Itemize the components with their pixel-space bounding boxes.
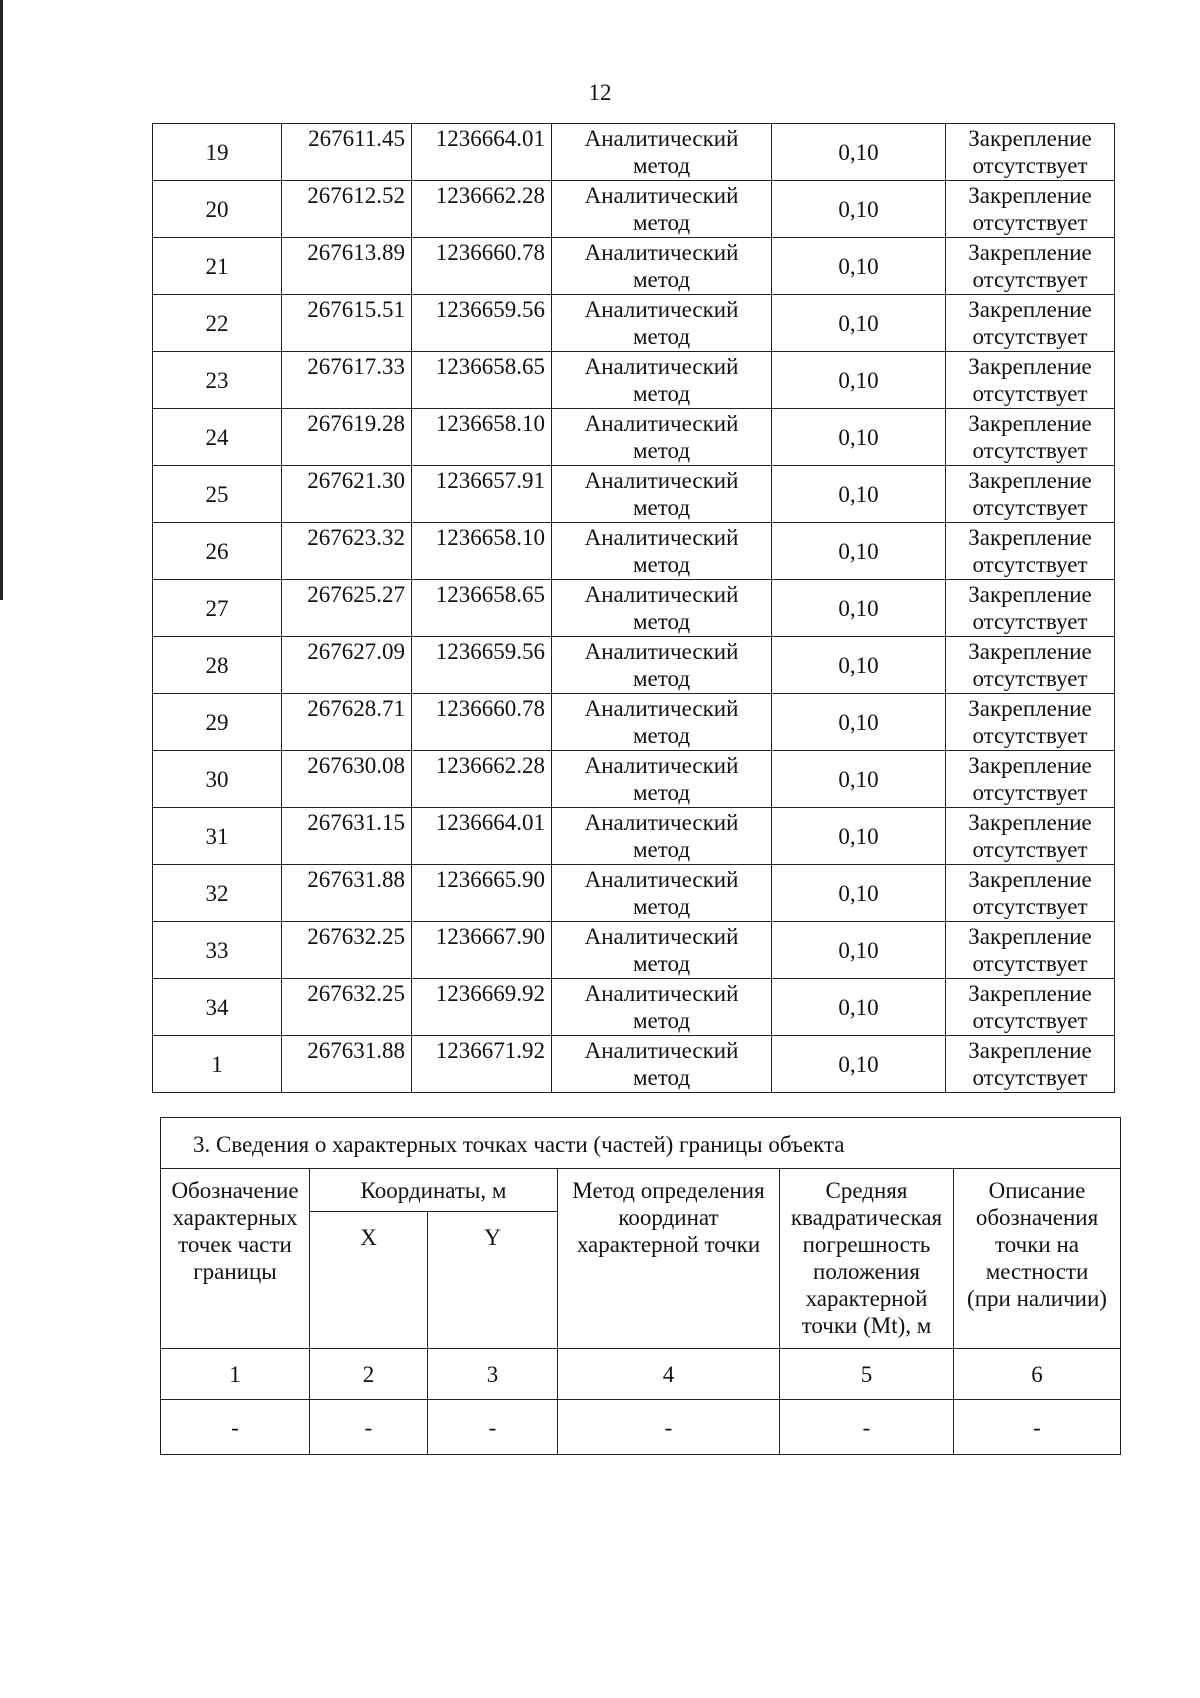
method-line: Аналитический (584, 582, 739, 607)
coord-y-cell (412, 808, 552, 865)
fixation-line: отсутствует (972, 1008, 1088, 1033)
method-cell (552, 637, 772, 694)
point-number-cell (153, 694, 282, 751)
method-line: метод (632, 210, 691, 235)
point-number: 23 (205, 367, 229, 393)
point-row (153, 181, 1115, 238)
empty-cell: - (310, 1400, 428, 1455)
mean-error-cell (772, 637, 946, 694)
point-number-cell (153, 181, 282, 238)
coord-x-cell (282, 637, 412, 694)
coord-y: 1236665.90 (435, 867, 545, 892)
mean-error: 0,10 (838, 139, 879, 165)
coord-y-cell (412, 922, 552, 979)
method-cell (552, 1036, 772, 1093)
mean-error-cell (772, 580, 946, 637)
coord-y: 1236659.56 (435, 297, 545, 322)
mean-error: 0,10 (838, 367, 879, 393)
coord-x: 267612.52 (307, 183, 405, 208)
point-number-cell (153, 865, 282, 922)
fixation-line: Закрепление (968, 753, 1092, 778)
point-row (153, 238, 1115, 295)
coord-x: 267632.25 (307, 981, 405, 1006)
header-method (558, 1169, 780, 1349)
mean-error-cell (772, 751, 946, 808)
mean-error: 0,10 (838, 595, 879, 621)
point-number-cell (153, 637, 282, 694)
point-number: 26 (205, 538, 229, 564)
header-line: квадратическая (790, 1205, 943, 1230)
mean-error: 0,10 (838, 880, 879, 906)
mean-error: 0,10 (838, 709, 879, 735)
mean-error: 0,10 (838, 1051, 879, 1077)
method-line: Аналитический (584, 639, 739, 664)
coord-x-cell (282, 409, 412, 466)
point-number-cell (153, 580, 282, 637)
fixation-cell (946, 352, 1115, 409)
method-line: метод (632, 723, 691, 748)
fixation-cell (946, 409, 1115, 466)
header-line: погрешность (802, 1232, 931, 1257)
method-cell (552, 751, 772, 808)
fixation-cell (946, 295, 1115, 352)
mean-error-cell (772, 979, 946, 1036)
empty-cell: - (558, 1400, 780, 1455)
method-line: Аналитический (584, 810, 739, 835)
fixation-cell (946, 523, 1115, 580)
coord-y-cell (412, 865, 552, 922)
point-number: 1 (211, 1051, 223, 1077)
header-line: (при наличии) (967, 1286, 1107, 1311)
point-row (153, 466, 1115, 523)
point-number: 27 (205, 595, 229, 621)
method-line: метод (632, 780, 691, 805)
part-boundary-points-table (160, 1117, 1121, 1455)
fixation-line: отсутствует (972, 153, 1088, 178)
method-line: Аналитический (584, 354, 739, 379)
coord-x: 267630.08 (307, 753, 405, 778)
method-line: Аналитический (584, 126, 739, 151)
method-line: метод (632, 552, 691, 577)
coord-x-cell (282, 1036, 412, 1093)
coord-x-cell (282, 295, 412, 352)
mean-error: 0,10 (838, 481, 879, 507)
fixation-cell (946, 751, 1115, 808)
fixation-line: Закрепление (968, 468, 1092, 493)
mean-error: 0,10 (838, 538, 879, 564)
mean-error: 0,10 (838, 937, 879, 963)
coord-y-cell (412, 124, 552, 181)
header-line: характерной (805, 1286, 928, 1311)
method-line: Аналитический (584, 411, 739, 436)
column-number: 1 (161, 1349, 310, 1400)
coord-x: 267631.15 (307, 810, 405, 835)
fixation-cell (946, 979, 1115, 1036)
method-cell (552, 808, 772, 865)
fixation-line: отсутствует (972, 666, 1088, 691)
fixation-line: Закрепление (968, 1038, 1092, 1063)
fixation-line: Закрепление (968, 582, 1092, 607)
header-line: характерной точки (576, 1232, 761, 1257)
method-line: метод (632, 438, 691, 463)
coord-x-cell (282, 181, 412, 238)
fixation-line: отсутствует (972, 780, 1088, 805)
coord-y: 1236662.28 (435, 183, 545, 208)
coord-y: 1236660.78 (435, 696, 545, 721)
coord-x-cell (282, 751, 412, 808)
mean-error-cell (772, 694, 946, 751)
coord-x: 267631.88 (307, 1038, 405, 1063)
method-cell (552, 694, 772, 751)
fixation-line: отсутствует (972, 210, 1088, 235)
mean-error: 0,10 (838, 424, 879, 450)
mean-error: 0,10 (838, 310, 879, 336)
method-line: Аналитический (584, 1038, 739, 1063)
coord-x: 267632.25 (307, 924, 405, 949)
mean-error-cell (772, 238, 946, 295)
fixation-line: отсутствует (972, 894, 1088, 919)
method-line: Аналитический (584, 924, 739, 949)
method-line: метод (632, 951, 691, 976)
mean-error-cell (772, 922, 946, 979)
boundary-points-body (153, 124, 1115, 1093)
mean-error: 0,10 (838, 196, 879, 222)
fixation-cell (946, 637, 1115, 694)
point-number-cell (153, 295, 282, 352)
point-number-cell (153, 1036, 282, 1093)
point-number-cell (153, 979, 282, 1036)
fixation-line: Закрепление (968, 525, 1092, 550)
coord-y: 1236658.10 (435, 411, 545, 436)
point-row (153, 523, 1115, 580)
mean-error-cell (772, 295, 946, 352)
fixation-cell (946, 466, 1115, 523)
point-number: 22 (205, 310, 229, 336)
method-line: метод (632, 837, 691, 862)
boundary-points-table (152, 123, 1115, 1093)
fixation-line: отсутствует (972, 1065, 1088, 1090)
method-line: метод (632, 153, 691, 178)
coord-x: 267621.30 (307, 468, 405, 493)
coord-x: 267623.32 (307, 525, 405, 550)
coord-y: 1236664.01 (435, 810, 545, 835)
point-number-cell (153, 124, 282, 181)
method-line: Аналитический (584, 468, 739, 493)
coord-x: 267619.28 (307, 411, 405, 436)
fixation-cell (946, 580, 1115, 637)
mean-error: 0,10 (838, 253, 879, 279)
coord-y: 1236659.56 (435, 639, 545, 664)
point-number: 19 (205, 139, 229, 165)
point-number: 34 (205, 994, 229, 1020)
coord-x: 267631.88 (307, 867, 405, 892)
empty-cell: - (428, 1400, 558, 1455)
coord-y-cell (412, 238, 552, 295)
empty-cell: - (954, 1400, 1121, 1455)
method-line: Аналитический (584, 297, 739, 322)
coord-y-cell (412, 580, 552, 637)
fixation-line: отсутствует (972, 552, 1088, 577)
fixation-cell (946, 1036, 1115, 1093)
fixation-cell (946, 238, 1115, 295)
header-line: точек части (178, 1232, 292, 1257)
header-line: Обозначение (171, 1178, 299, 1203)
coord-y-cell (412, 523, 552, 580)
point-number: 33 (205, 937, 229, 963)
fixation-line: Закрепление (968, 981, 1092, 1006)
header-line: точки (Mt), м (801, 1313, 932, 1338)
method-cell (552, 295, 772, 352)
coord-y: 1236658.65 (435, 582, 545, 607)
method-line: метод (632, 267, 691, 292)
coord-x-cell (282, 523, 412, 580)
header-mean-error (780, 1169, 954, 1349)
point-number: 32 (205, 880, 229, 906)
mean-error-cell (772, 523, 946, 580)
point-row (153, 808, 1115, 865)
fixation-line: Закрепление (968, 354, 1092, 379)
coord-x: 267611.45 (308, 126, 405, 151)
point-number-cell (153, 409, 282, 466)
header-line: границы (193, 1259, 277, 1284)
fixation-line: Закрепление (968, 639, 1092, 664)
point-number-cell (153, 466, 282, 523)
mean-error: 0,10 (838, 766, 879, 792)
method-cell (552, 979, 772, 1036)
header-line: Средняя (825, 1178, 908, 1203)
fixation-cell (946, 922, 1115, 979)
coord-x-cell (282, 979, 412, 1036)
method-line: метод (632, 894, 691, 919)
fixation-line: отсутствует (972, 495, 1088, 520)
point-number-cell (153, 922, 282, 979)
method-line: метод (632, 1065, 691, 1090)
coord-y: 1236658.65 (435, 354, 545, 379)
header-y: Y (428, 1212, 558, 1349)
fixation-line: отсутствует (972, 837, 1088, 862)
method-line: Аналитический (584, 696, 739, 721)
mean-error-cell (772, 181, 946, 238)
fixation-line: Закрепление (968, 810, 1092, 835)
method-line: метод (632, 666, 691, 691)
header-line: характерных (172, 1205, 298, 1230)
point-row (153, 352, 1115, 409)
header-line: местности (985, 1259, 1089, 1284)
coord-x: 267627.09 (307, 639, 405, 664)
coord-y-cell (412, 751, 552, 808)
fixation-line: отсутствует (972, 723, 1088, 748)
method-cell (552, 181, 772, 238)
header-designation (161, 1169, 310, 1349)
coord-y-cell (412, 694, 552, 751)
fixation-cell (946, 808, 1115, 865)
point-row (153, 751, 1115, 808)
header-coordinates: Координаты, м (310, 1169, 558, 1212)
point-number: 29 (205, 709, 229, 735)
coord-y: 1236664.01 (435, 126, 545, 151)
coord-y-cell (412, 352, 552, 409)
coord-x: 267617.33 (307, 354, 405, 379)
column-number: 3 (428, 1349, 558, 1400)
coord-y-cell (412, 1036, 552, 1093)
coord-x: 267615.51 (307, 297, 405, 322)
mean-error: 0,10 (838, 823, 879, 849)
mean-error-cell (772, 409, 946, 466)
coord-y: 1236662.28 (435, 753, 545, 778)
method-line: Аналитический (584, 525, 739, 550)
column-number: 6 (954, 1349, 1121, 1400)
coord-y-cell (412, 979, 552, 1036)
fixation-line: отсутствует (972, 267, 1088, 292)
point-row (153, 1036, 1115, 1093)
method-line: Аналитический (584, 867, 739, 892)
point-row (153, 979, 1115, 1036)
point-number: 24 (205, 424, 229, 450)
point-number: 20 (205, 196, 229, 222)
coord-x-cell (282, 808, 412, 865)
method-line: Аналитический (584, 240, 739, 265)
column-number: 5 (780, 1349, 954, 1400)
point-row (153, 922, 1115, 979)
point-row (153, 409, 1115, 466)
mean-error: 0,10 (838, 652, 879, 678)
method-cell (552, 124, 772, 181)
coord-x-cell (282, 865, 412, 922)
mean-error-cell (772, 124, 946, 181)
point-row (153, 865, 1115, 922)
fixation-line: отсутствует (972, 438, 1088, 463)
method-cell (552, 865, 772, 922)
method-line: метод (632, 324, 691, 349)
coord-x-cell (282, 694, 412, 751)
coord-x-cell (282, 238, 412, 295)
point-number-cell (153, 751, 282, 808)
point-number: 21 (205, 253, 229, 279)
coord-x-cell (282, 352, 412, 409)
fixation-line: Закрепление (968, 126, 1092, 151)
header-line: Метод определения (572, 1178, 765, 1203)
fixation-line: Закрепление (968, 696, 1092, 721)
fixation-line: Закрепление (968, 183, 1092, 208)
fixation-line: Закрепление (968, 297, 1092, 322)
fixation-line: Закрепление (968, 867, 1092, 892)
fixation-line: отсутствует (972, 381, 1088, 406)
fixation-cell (946, 124, 1115, 181)
mean-error-cell (772, 466, 946, 523)
coord-y-cell (412, 466, 552, 523)
fixation-line: Закрепление (968, 411, 1092, 436)
method-line: Аналитический (584, 981, 739, 1006)
page-number: 12 (588, 80, 612, 105)
fixation-line: Закрепление (968, 924, 1092, 949)
header-x: X (310, 1212, 428, 1349)
header-description (954, 1169, 1121, 1349)
coord-y: 1236671.92 (435, 1038, 545, 1063)
method-line: метод (632, 381, 691, 406)
point-number: 31 (205, 823, 229, 849)
column-number: 4 (558, 1349, 780, 1400)
method-line: метод (632, 609, 691, 634)
coord-y-cell (412, 637, 552, 694)
coord-y: 1236660.78 (435, 240, 545, 265)
method-line: метод (632, 1008, 691, 1033)
coord-y-cell (412, 295, 552, 352)
coord-y-cell (412, 409, 552, 466)
coord-y: 1236667.90 (435, 924, 545, 949)
coord-y: 1236669.92 (435, 981, 545, 1006)
fixation-cell (946, 694, 1115, 751)
fixation-line: отсутствует (972, 324, 1088, 349)
fixation-line: отсутствует (972, 609, 1088, 634)
column-number: 2 (310, 1349, 428, 1400)
point-row (153, 637, 1115, 694)
mean-error-cell (772, 352, 946, 409)
point-number: 28 (205, 652, 229, 678)
empty-cell: - (161, 1400, 310, 1455)
method-cell (552, 238, 772, 295)
method-line: Аналитический (584, 183, 739, 208)
method-line: метод (632, 495, 691, 520)
point-row (153, 295, 1115, 352)
empty-cell: - (780, 1400, 954, 1455)
header-line: точки на (995, 1232, 1079, 1257)
point-number-cell (153, 238, 282, 295)
mean-error-cell (772, 1036, 946, 1093)
point-row (153, 124, 1115, 181)
coord-x-cell (282, 466, 412, 523)
fixation-line: отсутствует (972, 951, 1088, 976)
coord-x-cell (282, 580, 412, 637)
header-line: Описание (988, 1178, 1086, 1203)
fixation-cell (946, 181, 1115, 238)
header-line: обозначения (975, 1205, 1099, 1230)
coord-x: 267628.71 (307, 696, 405, 721)
method-cell (552, 580, 772, 637)
point-number-cell (153, 808, 282, 865)
mean-error-cell (772, 808, 946, 865)
method-cell (552, 922, 772, 979)
point-number-cell (153, 352, 282, 409)
method-line: Аналитический (584, 753, 739, 778)
fixation-line: Закрепление (968, 240, 1092, 265)
coord-x: 267613.89 (307, 240, 405, 265)
header-line: положения (813, 1259, 920, 1284)
coord-x-cell (282, 922, 412, 979)
coord-x: 267625.27 (307, 582, 405, 607)
point-row (153, 580, 1115, 637)
method-cell (552, 523, 772, 580)
point-row (153, 694, 1115, 751)
header-line: координат (618, 1205, 719, 1230)
coord-y: 1236658.10 (435, 525, 545, 550)
coord-y: 1236657.91 (435, 468, 545, 493)
point-number: 25 (205, 481, 229, 507)
method-cell (552, 466, 772, 523)
method-cell (552, 352, 772, 409)
coord-y-cell (412, 181, 552, 238)
point-number-cell (153, 523, 282, 580)
mean-error-cell (772, 865, 946, 922)
point-number: 30 (205, 766, 229, 792)
section-title: 3. Сведения о характерных точках части (частей) границы объекта (161, 1118, 1121, 1169)
fixation-cell (946, 865, 1115, 922)
coord-x-cell (282, 124, 412, 181)
mean-error: 0,10 (838, 994, 879, 1020)
method-cell (552, 409, 772, 466)
